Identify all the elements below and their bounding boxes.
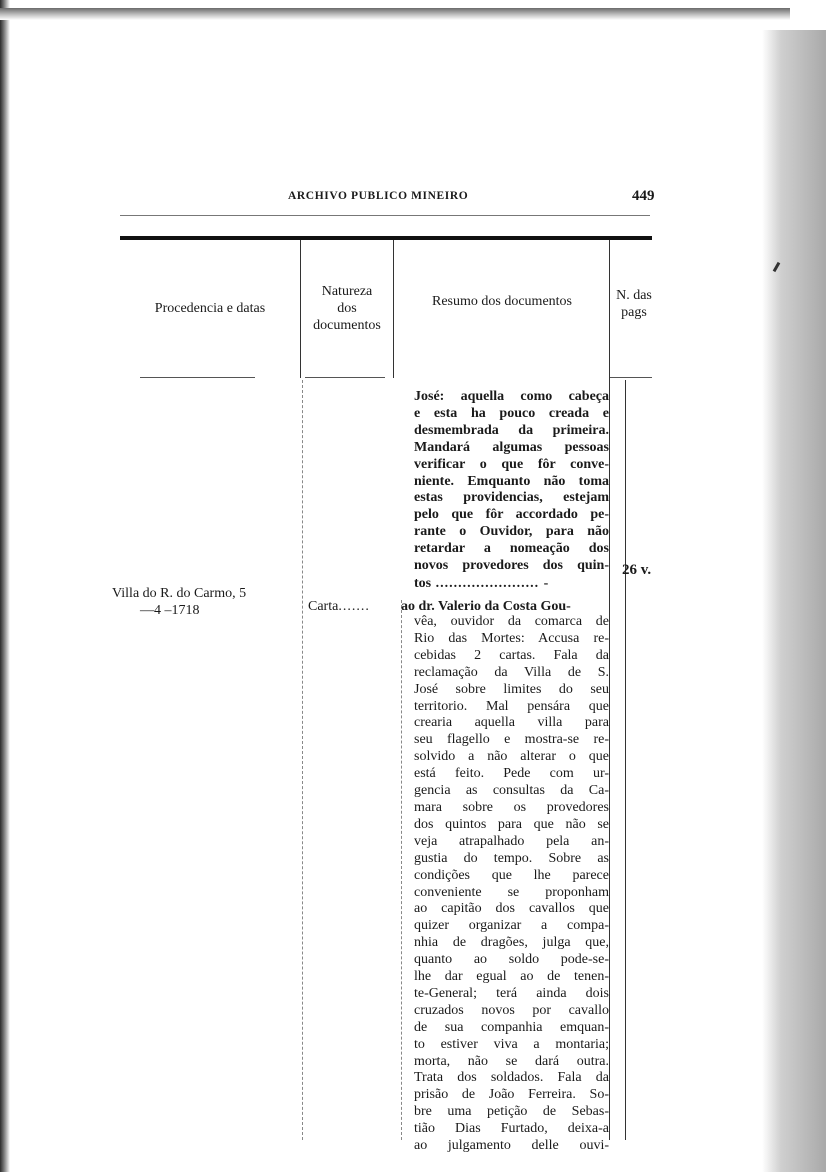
dot-leader: ....... xyxy=(338,599,370,614)
summary-line: novos provedores dos quin- xyxy=(414,558,609,574)
header-natureza-line: Natureza xyxy=(321,284,373,299)
column-separator-4 xyxy=(625,380,626,1140)
running-title: ARCHIVO PUBLICO MINEIRO xyxy=(288,190,469,202)
column-separator-2-dashed xyxy=(401,600,403,1140)
summary-line: niente. Emquanto não toma xyxy=(414,473,609,489)
summary-line: morta, não se dará outra. xyxy=(414,1053,609,1069)
header-bottom-rule-3 xyxy=(610,377,652,378)
continuation-last-line xyxy=(414,575,609,592)
summary-line: condições que lhe parece xyxy=(414,867,609,883)
entry-natureza xyxy=(308,598,408,615)
summary-line: está feito. Pede com ur- xyxy=(414,766,609,782)
summary-line: ao capitão dos cavallos que xyxy=(414,901,609,917)
summary-line: prisão de João Ferreira. So- xyxy=(414,1087,609,1103)
summary-line: bre uma petição de Sebas- xyxy=(414,1104,609,1120)
entry-procedencia-line: —4 –1718 xyxy=(140,603,200,618)
summary-line: retardar a nomeação dos xyxy=(414,541,609,557)
summary-line: te-General; terá ainda dois xyxy=(414,985,609,1001)
header-resumo: Resumo dos documentos xyxy=(432,294,572,309)
summary-line: estas providencias, estejam xyxy=(414,490,609,506)
summary-line: tião Dias Furtado, deixa-a xyxy=(414,1121,609,1137)
summary-line: quanto ao soldo pode-se- xyxy=(414,952,609,968)
summary-line: desmembrada da primeira. xyxy=(414,422,609,438)
entry-summary xyxy=(414,614,609,1155)
header-natureza xyxy=(302,283,392,334)
summary-line: rante o Ouvidor, para não xyxy=(414,524,609,540)
header-procedencia: Procedencia e datas xyxy=(154,301,266,316)
running-head xyxy=(120,188,660,208)
column-separator-2 xyxy=(393,240,394,378)
summary-line: José: aquella como cabeça xyxy=(414,389,609,404)
summary-line: Rio das Mortes: Accusa re- xyxy=(414,630,609,646)
summary-line: crearia aquella villa para xyxy=(414,715,609,731)
header-pags-line: pags xyxy=(621,305,647,320)
table-top-rule xyxy=(120,236,652,240)
summary-line: solvido a não alterar o que xyxy=(414,749,609,765)
summary-line: cebidas 2 cartas. Fala da xyxy=(414,647,609,663)
header-natureza-line: dos xyxy=(337,301,357,316)
column-separator-1 xyxy=(300,240,301,378)
header-rule-thin xyxy=(120,215,650,216)
summary-line: cruzados novos por cavallo xyxy=(414,1002,609,1018)
summary-line: dos quintos para que não se xyxy=(414,816,609,832)
continuation-last-line-text: tos xyxy=(414,576,432,591)
summary-line: Trata dos soldados. Fala da xyxy=(414,1070,609,1086)
summary-line: verificar o que fôr conve- xyxy=(414,456,609,472)
header-bottom-rule-1 xyxy=(140,377,255,378)
summary-line: José sobre limites do seu xyxy=(414,681,609,697)
header-natureza-line: documentos xyxy=(313,318,381,333)
header-pags xyxy=(606,287,662,321)
dot-leader: ....................... - xyxy=(431,576,550,591)
summary-line: e esta ha pouco creada e xyxy=(414,405,609,421)
entry-procedencia-line: Villa do R. do Carmo, 5 xyxy=(112,586,247,601)
summary-line: reclamação da Villa de S. xyxy=(414,664,609,680)
summary-line: seu flagello e mostra-se re- xyxy=(414,732,609,748)
summary-line: territorio. Mal pensára que xyxy=(414,698,609,714)
summary-line: quizer organizar a compa- xyxy=(414,918,609,934)
summary-line: gustia do tempo. Sobre as xyxy=(414,850,609,866)
scan-edge-top xyxy=(0,8,790,20)
entry-first-line: ao dr. Valerio da Costa Gou- xyxy=(401,599,571,614)
summary-line: ao julgamento delle ouvi- xyxy=(414,1138,609,1154)
summary-line: Mandará algumas pessoas xyxy=(414,439,609,455)
entry-natureza-text: Carta xyxy=(308,599,339,614)
summary-line: de sua companhia emquan- xyxy=(414,1019,609,1035)
summary-line: nhia de dragões, julga que, xyxy=(414,935,609,951)
entry-procedencia xyxy=(112,585,307,619)
continuation-summary xyxy=(414,389,609,575)
summary-line: lhe dar egual ao de tenen- xyxy=(414,969,609,985)
scan-edge-right xyxy=(762,30,826,1172)
column-separator-1-dashed xyxy=(302,380,304,1140)
scan-edge-left xyxy=(0,0,10,1172)
continuation-pages: 26 v. xyxy=(622,562,652,578)
summary-line: conveniente se proponham xyxy=(414,884,609,900)
summary-line: gencia as consultas da Ca- xyxy=(414,783,609,799)
summary-line: mara sobre os provedores xyxy=(414,799,609,815)
header-pags-line: N. das xyxy=(616,288,652,303)
summary-line: to estiver viva a montaria; xyxy=(414,1036,609,1052)
header-bottom-rule-2 xyxy=(305,377,385,378)
page-number: 449 xyxy=(632,188,655,204)
summary-line: vêa, ouvidor da comarca de xyxy=(414,614,609,629)
summary-line: veja atrapalhado pela an- xyxy=(414,833,609,849)
column-separator-3 xyxy=(609,240,610,1140)
summary-line: pelo que fôr accordado pe- xyxy=(414,507,609,523)
